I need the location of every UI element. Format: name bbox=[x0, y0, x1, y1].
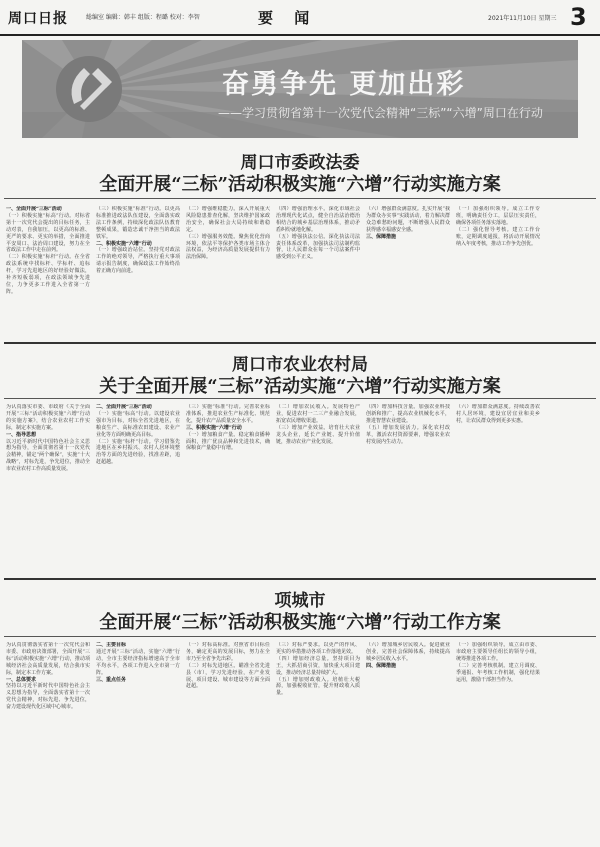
article-1-para: （五）增强执法公信。深化执法司法责任体系改革，加强执法司法制约监督，让人民群众在每一个司法案件中感受到公平正义。 bbox=[276, 233, 360, 261]
article-1-col-5 bbox=[366, 206, 450, 338]
article-2-para: （二）增加农民收入。发展特色产业，促进农村一二三产业融合发展，拓宽农民增收渠道。 bbox=[276, 404, 360, 424]
article-2-col-2 bbox=[96, 404, 180, 572]
article-2-col-4 bbox=[276, 404, 360, 572]
article-1-para: （二）强化督导考核。建立工作台账，定期调度通报，将活动开展情况纳入年度考核，推动工作争先创优。 bbox=[456, 226, 540, 247]
article-1-para: （一）增强政治站位。坚持党对政法工作的绝对领导，严格执行重大事项请示报告制度，确保政法工作始终沿着正确方向前进。 bbox=[96, 247, 180, 275]
article-2-para: 二、全面开展“三标”活动 bbox=[96, 404, 152, 410]
article-3-title-line1: 项城市 bbox=[274, 591, 326, 611]
article-2-para: 为认真落实市委、市政府《关于全面开展“三标”活动积极实施“六增”行动的实施方案》，结合农业农村工作实际，制定本实施方案。 bbox=[6, 404, 90, 431]
article-1-para: （三）积极实施“标准”行动。以更高标准推进政法队伍建设，全面落实政法工作条例，持续深化政法队伍教育整顿成果，锻造忠诚干净担当的政法铁军。 bbox=[96, 206, 180, 240]
article-3-para: （五）增加财政收入。培植壮大税源，加强税收征管，提升财政收入质量。 bbox=[276, 676, 360, 697]
article-1-para: （一）积极实施“标高”行动。对标省第十一次党代会提出的目标任务，主动对表，自我加压，以更高的标准、更严的要求、更实的举措，全面推进平安周口、法治周口建设，努力在全省政法工作中走在前列。 bbox=[6, 212, 90, 254]
banner-title: 奋勇争先 更加出彩 bbox=[222, 69, 466, 100]
article-3-para: 通过开展“三标”活动，实施“六增”行动，全市主要经济指标增速高于全市平均水平，各项工作进入全市第一方阵。 bbox=[96, 648, 180, 676]
article-1-para: （三）增强服务效能。聚焦优化营商环境，依法平等保护各类市场主体合法权益，为经济高质量发展提供有力法治保障。 bbox=[186, 233, 270, 261]
divider bbox=[4, 578, 596, 580]
article-3-col-6 bbox=[456, 642, 540, 842]
banner bbox=[22, 40, 578, 138]
section-title: 要 闻 bbox=[258, 9, 318, 27]
article-3-para: 二、主要目标 bbox=[96, 642, 127, 648]
article-3-col-5 bbox=[366, 642, 450, 842]
article-3-para: 三、重点任务 bbox=[96, 676, 127, 683]
article-1-col-4 bbox=[276, 206, 360, 338]
article-3-para: （二）对标先进地区。瞄准全省先进县（市），学习先进经验，在产业发展、项目建设、城市建设等方面全面赶超。 bbox=[186, 662, 270, 690]
article-3-para: （二）完善考核机制。建立月调度、季通报、年考核工作机制，强化结果运用，激励干部担当作为。 bbox=[456, 662, 540, 683]
article-1-para: 二、积极实施“六增”行动 bbox=[96, 240, 152, 247]
article-2-para: （一）实施“标高”行动。以建设农业强市为目标，对标全省先进地区，在粮食生产、高标准农田建设、农业产业化等方面明确更高目标。 bbox=[96, 410, 180, 438]
article-2-col-5 bbox=[366, 404, 450, 572]
article-1-rule bbox=[4, 198, 596, 199]
article-1-para: （二）积极实施“标杆”行动。在全省政法系统中找标杆、学标杆、追标杆，学习先进地区的好经验好做法，补齐短板弱项，在政法领域争先进位，力争更多工作进入全省第一方阵。 bbox=[6, 254, 90, 295]
article-3-col-2 bbox=[96, 642, 180, 842]
newspaper-logo: 周口日报 bbox=[8, 11, 68, 27]
article-3-col-1 bbox=[6, 642, 90, 842]
article-2-para: （三）增加产业效益。培育壮大农业龙头企业，延长产业链、提升价值链，推动农业产业化发展。 bbox=[276, 424, 360, 445]
article-3-para: 四、保障措施 bbox=[366, 662, 397, 669]
article-2-para: 一、指导思想 bbox=[6, 431, 37, 438]
article-2-title-line1: 周口市农业农村局 bbox=[232, 355, 368, 375]
article-2-para: （二）实施“标杆”行动。学习借鉴先进地区在乡村振兴、农村人居环境整治等方面的先进经验，找准差距，追赶超越。 bbox=[96, 438, 180, 466]
issue-date: 2021年11月10日 星期三 bbox=[488, 15, 557, 22]
article-1-title-line1: 周口市委政法委 bbox=[240, 153, 360, 173]
article-2-para: 三、积极实施“六增”行动 bbox=[186, 424, 242, 431]
article-2-col-3 bbox=[186, 404, 270, 572]
article-2-para: （三）实施“标准”行动。完善农业标准体系，推进农业生产标准化、规范化，提升农产品质量安全水平。 bbox=[186, 404, 270, 424]
article-1-para: （四）增强治理水平。深化市域社会治理现代化试点，健全自治法治德治相结合的城乡基层治理体系，推动矛盾纠纷就地化解。 bbox=[276, 206, 360, 233]
article-3-para: 坚持以习近平新时代中国特色社会主义思想为指导，全面落实省第十一次党代会精神，对标先进、争先进位，奋力建设现代化区域中心城市。 bbox=[6, 683, 90, 711]
article-3-col-4 bbox=[276, 642, 360, 842]
article-3-para: （一）加强组织领导。成立由市委、市政府主要领导任组长的领导小组，统筹推进各项工作。 bbox=[456, 642, 540, 662]
article-3-para: 一、总体要求 bbox=[6, 676, 37, 683]
article-2-col-6 bbox=[456, 404, 540, 572]
article-2-title-line2: 关于全面开展“三标”活动实施“六增”行动实施方案 bbox=[99, 376, 501, 397]
article-2-para: （五）增加发展活力。深化农村改革，激活农村资源要素，增强农业农村发展内生动力。 bbox=[366, 424, 450, 445]
article-3-col-3 bbox=[186, 642, 270, 842]
party-emblem-icon bbox=[54, 54, 124, 124]
article-2-rule bbox=[4, 398, 596, 399]
article-1-para: 一、全面开展“三标”活动 bbox=[6, 206, 62, 212]
article-2-col-1 bbox=[6, 404, 90, 572]
editor-info: 総编室 编辑：韩丰 组版：程璐 校对：李智 bbox=[86, 14, 200, 21]
article-3-body bbox=[6, 642, 540, 842]
article-3-para: 为认真贯彻落实省第十一次党代会和市委、市政府决策部署，全面开展“三标”活动积极实施“六增”行动，推动项城经济社会高质量发展，结合我市实际，制定本工作方案。 bbox=[6, 642, 90, 676]
divider bbox=[4, 342, 596, 344]
masthead bbox=[0, 0, 600, 36]
article-3-para: （四）增加经济总量。坚持项目为王，大抓招商引资，加快重大项目建设，推动经济总量持续扩大。 bbox=[276, 655, 360, 676]
article-3-title-line2: 全面开展“三标”活动积极实施“六增”行动工作方案 bbox=[99, 612, 501, 633]
article-2-para: （四）增加科技含量。加强农业科技创新和推广，提高农业机械化水平，推进智慧农业建设。 bbox=[366, 404, 450, 424]
article-1-col-6 bbox=[456, 206, 540, 338]
article-1-para: （六）增强群众满意度。扎实开展“我为群众办实事”实践活动，着力解决群众急难愁盼问题，不断增强人民群众获得感幸福感安全感。 bbox=[366, 206, 450, 233]
article-1-col-3 bbox=[186, 206, 270, 338]
article-2-body bbox=[6, 404, 540, 572]
page-number: 3 bbox=[570, 3, 587, 31]
article-3-para: （六）增加城乡居民收入。促进就业创业，完善社会保障体系，持续提高城乡居民收入水平。 bbox=[366, 642, 450, 662]
article-2-para: （一）增加粮食产量。稳定粮食播种面积，推广优良品种和先进技术，确保粮食产量稳中有增。 bbox=[186, 431, 270, 452]
article-1-para: （一）加强组织领导。成立工作专班，明确责任分工，层层压实责任，确保各项任务落实落地。 bbox=[456, 206, 540, 226]
banner-subtitle: ——学习贯彻省第十一次党代会精神“三标”“六增”周口在行动 bbox=[218, 106, 543, 120]
article-1-col-2 bbox=[96, 206, 180, 338]
article-3-para: （三）对标严要求。以更严的作风、更实的举措推动各项工作落地见效。 bbox=[276, 642, 360, 655]
article-3-rule bbox=[4, 636, 596, 637]
article-1-body bbox=[6, 206, 540, 338]
article-2-para: 以习近平新时代中国特色社会主义思想为指导，全面贯彻省第十一次党代会精神，锚定“两个确保”，实施“十大战略”，对标先进，争先进位，推动全市农业农村工作高质量发展。 bbox=[6, 438, 90, 473]
article-1-para: （二）增强维稳能力。深入开展重大风险隐患排查化解，坚决维护国家政治安全，确保社会大局持续和谐稳定。 bbox=[186, 206, 270, 233]
article-1-title-line2: 全面开展“三标”活动积极实施“六增”行动实施方案 bbox=[99, 174, 501, 195]
article-1-para: 三、保障措施 bbox=[366, 233, 397, 240]
article-2-para: （六）增加群众满意度。持续改善农村人居环境，建设宜居宜业和美乡村，让农民群众得到更多实惠。 bbox=[456, 404, 540, 424]
article-3-para: （一）对标高标准。对照省市目标任务，确定更高的发展目标，努力在全市乃至全省争先出彩。 bbox=[186, 642, 270, 662]
article-1-col-1 bbox=[6, 206, 90, 338]
